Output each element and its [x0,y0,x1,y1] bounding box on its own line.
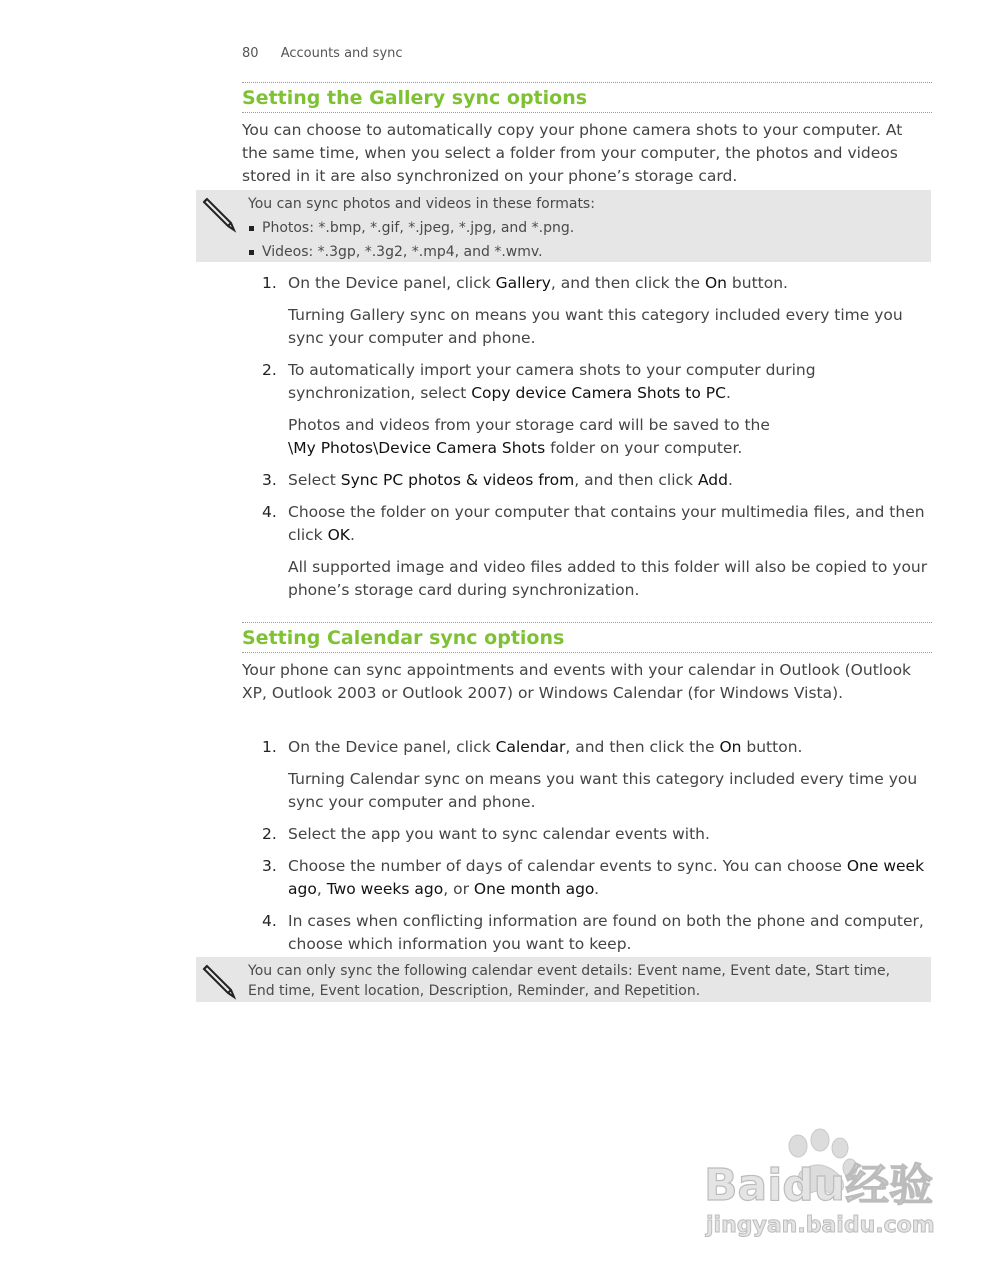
watermark-logo: Baidu经验 [704,1160,934,1211]
gallery-heading: Setting the Gallery sync options [242,82,932,113]
page-header [242,46,403,61]
note-text: You can only sync the following calendar event details: Event name, Event date, Start time, End time, Event location, Description, Reminder, and Repetition. [248,963,891,999]
format-list [248,218,921,262]
pencil-icon [198,961,238,1001]
calendar-intro: Your phone can sync appointments and events with your calendar in Outlook (Outlook XP, Outlook 2003 or Outlook 2007) or Windows Calendar (for Windows Vista). [242,661,912,702]
chapter-title: Accounts and sync [280,46,403,61]
step-item [262,823,934,846]
step-detail: Turning Calendar sync on means you want this category included every time you sync your computer and phone. [288,770,918,811]
note-text: You can sync photos and videos in these formats: [248,196,595,212]
calendar-note [196,957,931,1002]
baidu-jingyan-watermark [700,1128,940,1248]
step-detail: Turning Gallery sync on means you want this category included every time you sync your computer and phone. [288,306,903,347]
list-item-text: Photos: *.bmp, *.gif, *.jpeg, *.jpg, and *.png. [262,220,575,236]
step-item [262,469,934,492]
list-item-text: Videos: *.3gp, *.3g2, *.mp4, and *.wmv. [262,244,543,260]
calendar-steps [262,736,934,965]
gallery-steps [262,272,934,611]
page-number: 80 [242,46,259,61]
step-number: 3. [262,857,277,875]
step-item [262,272,934,350]
step-text: Choose the number of days of calendar events to sync. You can choose One week ago, Two weeks ago, or One month ago. [288,857,925,898]
step-item [262,910,934,956]
step-text: In cases when conflicting information are found on both the phone and computer, choose which information you want to keep. [288,912,924,953]
step-text: To automatically import your camera shots to your computer during synchronization, select Copy device Camera Shots to PC. [288,361,816,402]
step-item [262,359,934,460]
step-detail: All supported image and video files added to this folder will also be copied to your phone’s storage card during synchronization. [288,558,928,599]
calendar-section [242,622,932,705]
step-number: 1. [262,738,277,756]
step-text: On the Device panel, click Gallery, and then click the On button. [288,274,788,292]
watermark-url: jingyan.baidu.com [706,1213,935,1238]
step-number: 3. [262,471,277,489]
step-number: 4. [262,912,277,930]
bullet-icon [249,250,254,255]
step-number: 4. [262,503,277,521]
gallery-intro: You can choose to automatically copy your phone camera shots to your computer. At the same time, when you select a folder from your computer, the photos and videos stored in it are also synchronized on your phone’s storage card. [242,121,903,185]
step-number: 1. [262,274,277,292]
step-item [262,855,934,901]
list-item [248,242,921,262]
step-item [262,736,934,814]
pencil-icon [198,194,238,234]
list-item [248,218,921,238]
step-item [262,501,934,602]
bullet-icon [249,226,254,231]
gallery-section [242,82,932,188]
step-detail: Photos and videos from your storage card will be saved to the \My Photos\Device Camera Shots folder on your computer. [288,416,770,457]
step-text: Choose the folder on your computer that contains your multimedia files, and then click OK. [288,503,925,544]
step-text: On the Device panel, click Calendar, and then click the On button. [288,738,803,756]
step-number: 2. [262,361,277,379]
calendar-heading: Setting Calendar sync options [242,622,932,653]
gallery-note [196,190,931,262]
step-text: Select the app you want to sync calendar events with. [288,825,710,843]
step-number: 2. [262,825,277,843]
step-text: Select Sync PC photos & videos from, and then click Add. [288,471,733,489]
